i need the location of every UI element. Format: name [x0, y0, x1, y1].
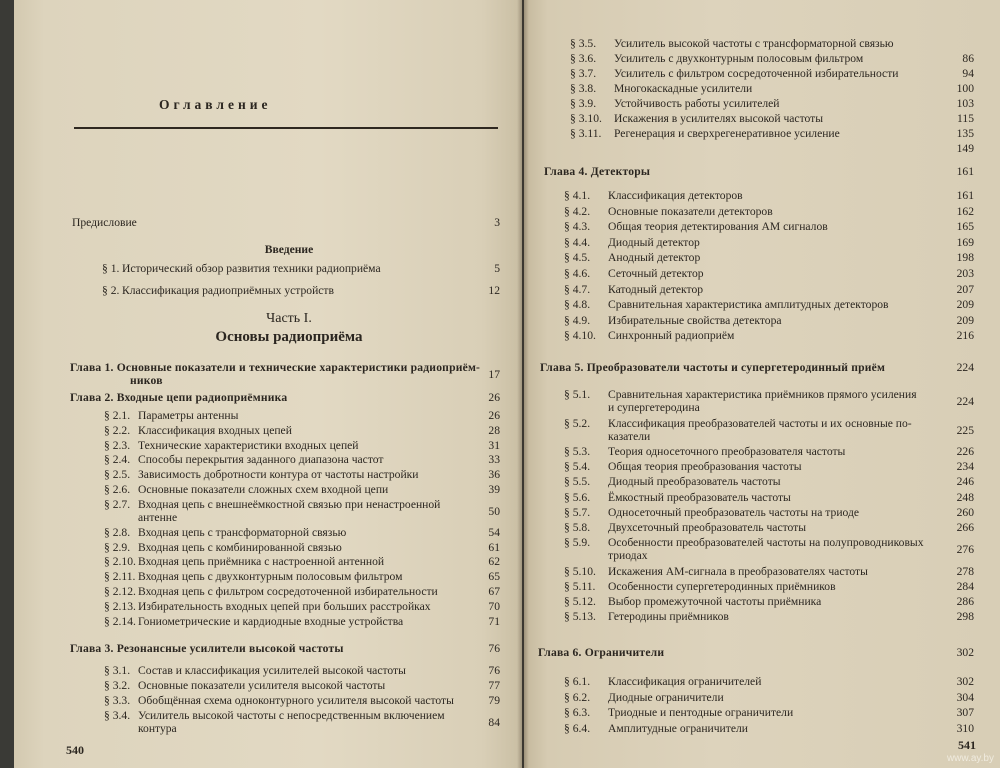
- toc-entry-label: Двухсеточный преобразователь частоты: [608, 521, 806, 534]
- toc-page-number: 5: [494, 262, 500, 275]
- toc-section-number: § 4.8.: [564, 298, 591, 312]
- toc-entry-label: Усилитель с фильтром сосредоточенной избирательности: [614, 67, 899, 80]
- toc-entry-label: Диодный детектор: [608, 235, 700, 249]
- toc-entry-label: Входная цепь с трансформаторной связью: [138, 525, 347, 539]
- toc-entry-label: Основные показатели детекторов: [608, 204, 773, 218]
- toc-page-number: 169: [956, 235, 974, 249]
- toc-section-number: § 3.2.: [104, 679, 131, 692]
- toc-section-number: § 3.5.: [570, 37, 597, 50]
- toc-section-number: § 6.1.: [564, 675, 591, 688]
- toc-entry-label: Особенности преобразователей частоты на полупроводниковых: [608, 536, 924, 550]
- toc-section-number: § 5.12.: [564, 595, 596, 609]
- toc-entry-label: Избирательность входных цепей при больших расстройках: [138, 599, 431, 613]
- left-page: [14, 0, 522, 768]
- toc-section-number: § 5.1.: [564, 388, 591, 401]
- toc-page-number: 226: [956, 445, 974, 458]
- toc-page-number: 76: [488, 664, 500, 677]
- toc-section-number: § 3.1.: [104, 664, 131, 677]
- page-number-left: 540: [66, 743, 84, 757]
- toc-page-number: 165: [956, 220, 974, 234]
- toc-page-number: 161: [956, 165, 974, 178]
- toc-entry-continuation: антенне: [138, 510, 178, 524]
- toc-page-number: 225: [956, 423, 974, 437]
- toc-entry-label: Классификация детекторов: [608, 189, 743, 202]
- toc-entry-label: Классификация ограничителей: [608, 675, 762, 688]
- toc-section-number: § 4.1.: [564, 189, 591, 202]
- toc-section-number: § 5.9.: [564, 536, 591, 550]
- toc-entry-label: Общая теория преобразования частоты: [608, 460, 802, 474]
- toc-page-number: 54: [488, 525, 500, 539]
- toc-entry-label: Входная цепь с комбинированной связью: [138, 540, 342, 554]
- page-number-right: 541: [958, 738, 976, 752]
- toc-entry-label: Входная цепь приёмника с настроенной антенной: [138, 555, 385, 569]
- toc-entry-label: Исторический обзор развития техники радиоприёма: [122, 262, 381, 275]
- toc-page-number: 65: [488, 570, 500, 584]
- toc-entry-label: Выбор промежуточной частоты приёмника: [608, 595, 822, 609]
- toc-page-number: 39: [488, 483, 500, 496]
- toc-section-number: § 5.3.: [564, 445, 591, 458]
- toc-page-number: 76: [488, 642, 500, 655]
- toc-section-number: § 6.3.: [564, 706, 591, 719]
- toc-page-number: 67: [488, 585, 500, 598]
- toc-section-number: § 4.6.: [564, 267, 591, 280]
- toc-page-number: 50: [488, 504, 500, 518]
- toc-entry-label: Зависимость добротности контура от частоты настройки: [138, 468, 419, 482]
- toc-page-number: 260: [956, 505, 974, 519]
- toc-entry-label: Технические характеристики входных цепей: [138, 438, 359, 452]
- toc-section-number: § 2.9.: [104, 540, 131, 554]
- toc-section-number: § 5.13.: [564, 610, 596, 624]
- toc-section-number: § 2.14.: [104, 614, 136, 628]
- toc-section-number: § 2.8.: [104, 525, 131, 539]
- toc-section-number: § 6.2.: [564, 690, 591, 704]
- toc-page-number: 31: [488, 438, 500, 452]
- toc-section-number: § 5.4.: [564, 460, 591, 474]
- toc-entry-label: Односеточный преобразователь частоты на триоде: [608, 505, 860, 519]
- toc-entry-label: Гетеродины приёмников: [608, 610, 729, 624]
- toc-page-number: 149: [956, 142, 974, 155]
- toc-entry-continuation: ников: [130, 374, 163, 387]
- toc-section-number: § 5.5.: [564, 475, 591, 489]
- toc-entry-label: Усилитель с двухконтурным полосовым фильтром: [614, 52, 864, 65]
- toc-page-number: 224: [956, 361, 974, 374]
- toc-entry-label: Глава 4. Детекторы: [544, 165, 651, 178]
- toc-page-number: 207: [956, 282, 974, 296]
- toc-section-number: § 3.8.: [570, 82, 597, 95]
- toc-entry-label: Катодный детектор: [608, 282, 704, 296]
- toc-section-number: § 4.5.: [564, 251, 591, 265]
- toc-entry-label: Сеточный детектор: [608, 267, 704, 280]
- toc-entry-label: Сравнительная характеристика амплитудных детекторов: [608, 298, 889, 312]
- toc-section-number: § 4.2.: [564, 204, 591, 218]
- toc-section-number: § 2.10.: [104, 555, 136, 569]
- toc-entry-label: Амплитудные ограничители: [608, 721, 748, 735]
- toc-page-number: 70: [488, 599, 500, 613]
- toc-entry-label: Усилитель высокой частоты с непосредственным включением: [138, 709, 445, 722]
- toc-page-number: 28: [488, 423, 500, 437]
- toc-entry-label: Основные показатели сложных схем входной цепи: [138, 483, 389, 496]
- toc-section-number: § 2.5.: [104, 468, 131, 482]
- toc-entry-label: Ёмкостный преобразователь частоты: [608, 490, 791, 504]
- toc-title: Оглавление: [159, 97, 272, 112]
- toc-section-number: § 3.4.: [104, 709, 131, 722]
- toc-entry-label: Диодные ограничители: [608, 690, 724, 704]
- toc-section-number: § 3.9.: [570, 97, 597, 110]
- toc-entry-label: Избирательные свойства детектора: [608, 313, 782, 327]
- toc-page-number: 307: [956, 706, 974, 719]
- toc-entry-label: Классификация радиоприёмных устройств: [122, 284, 334, 297]
- toc-section-number: § 3.7.: [570, 67, 597, 80]
- toc-page-number: 298: [956, 610, 974, 624]
- toc-entry-label: Общая теория детектирования АМ сигналов: [608, 220, 828, 234]
- toc-entry-label: Устойчивость работы усилителей: [614, 97, 780, 110]
- toc-entry-label: Классификация входных цепей: [138, 423, 292, 437]
- toc-page-number: 198: [956, 251, 974, 265]
- toc-section-number: § 2.12.: [104, 585, 136, 598]
- toc-section-number: § 2.11.: [104, 570, 136, 584]
- toc-section-number: § 5.6.: [564, 490, 591, 504]
- toc-page-number: 304: [956, 690, 974, 704]
- toc-page-number: 286: [956, 595, 974, 609]
- toc-section-number: § 4.9.: [564, 313, 591, 327]
- toc-entry-label: Сравнительная характеристика приёмников прямого усиления: [608, 388, 917, 401]
- toc-page-number: 103: [956, 97, 974, 110]
- toc-entry-label: Глава 6. Ограничители: [538, 646, 665, 659]
- toc-entry-label: Входная цепь с двухконтурным полосовым фильтром: [138, 570, 403, 584]
- toc-section-number: § 5.8.: [564, 521, 591, 534]
- toc-page-number: 61: [488, 540, 500, 554]
- toc-section-number: § 2.7.: [104, 497, 131, 511]
- toc-page-number: 224: [956, 395, 974, 408]
- toc-entry-label: Синхронный радиоприём: [608, 329, 735, 343]
- toc-section-number: § 4.3.: [564, 220, 591, 234]
- toc-page-number: 12: [488, 284, 500, 297]
- toc-section-number: § 2.3.: [104, 438, 131, 452]
- toc-section-number: § 5.2.: [564, 416, 591, 430]
- toc-section-number: § 2.6.: [104, 483, 131, 496]
- toc-section-number: § 2.4.: [104, 453, 131, 467]
- toc-page-number: 234: [956, 460, 974, 474]
- toc-section-number: § 3.3.: [104, 694, 131, 707]
- toc-page-number: 26: [488, 391, 500, 404]
- toc-page-number: 115: [957, 112, 974, 125]
- toc-entry-continuation: контура: [138, 722, 177, 735]
- toc-page-number: 248: [956, 490, 974, 504]
- toc-page-number: 17: [488, 368, 500, 381]
- toc-page-number: 302: [956, 646, 974, 659]
- toc-page-number: 135: [956, 127, 974, 140]
- toc-entry-label: Искажения АМ-сигнала в преобразователях частоты: [608, 564, 868, 578]
- toc-entry-label: Предисловие: [72, 216, 137, 229]
- part-number: Часть I.: [266, 311, 312, 326]
- toc-section-number: § 2.1.: [104, 409, 131, 422]
- toc-section-number: § 5.7.: [564, 505, 591, 519]
- toc-page-number: 94: [962, 67, 974, 80]
- toc-section-number: § 1.: [102, 262, 120, 275]
- toc-page-number: 284: [956, 579, 974, 593]
- toc-entry-label: Способы перекрытия заданного диапазона частот: [138, 453, 384, 467]
- toc-section-number: § 2.13.: [104, 599, 136, 613]
- toc-page-number: 79: [488, 694, 500, 707]
- toc-page-number: 33: [488, 453, 500, 467]
- toc-entry-label: Входная цепь с фильтром сосредоточенной избирательности: [138, 585, 438, 598]
- toc-page-number: 278: [956, 564, 974, 578]
- toc-entry-label: Основные показатели усилителя высокой частоты: [138, 679, 386, 692]
- toc-entry-label: Многокаскадные усилители: [614, 82, 753, 95]
- toc-entry-label: Диодный преобразователь частоты: [608, 475, 781, 489]
- toc-page-number: 203: [956, 267, 974, 280]
- toc-entry-label: Глава 1. Основные показатели и технические характеристики радиоприём-: [70, 361, 481, 374]
- toc-entry-continuation: триодах: [608, 549, 648, 563]
- toc-entry-continuation: казатели: [608, 429, 651, 443]
- toc-entry-label: Состав и классификация усилителей высокой частоты: [138, 664, 406, 677]
- toc-page-number: 310: [956, 721, 974, 735]
- part-title: Основы радиоприёма: [215, 329, 363, 345]
- toc-page-number: 209: [956, 298, 974, 312]
- toc-section-number: § 5.10.: [564, 564, 596, 578]
- toc-section-number: § 3.10.: [570, 112, 602, 125]
- toc-entry-label: Глава 2. Входные цепи радиоприёмника: [70, 391, 288, 404]
- toc-section-number: § 4.10.: [564, 329, 596, 343]
- toc-section-number: § 2.: [102, 284, 120, 297]
- toc-page-number: 302: [956, 675, 974, 688]
- toc-entry-label: Параметры антенны: [138, 409, 239, 422]
- toc-page-number: 86: [962, 52, 974, 65]
- toc-page-number: 62: [488, 555, 500, 569]
- toc-entry-label: Особенности супергетеродинных приёмников: [608, 579, 836, 593]
- toc-section-number: § 5.11.: [564, 579, 596, 593]
- toc-entry-label: Глава 3. Резонансные усилители высокой частоты: [70, 642, 344, 655]
- toc-entry-label: Классификация преобразователей частоты и их основные по-: [608, 416, 912, 430]
- toc-entry-label: Регенерация и сверхрегенеративное усиление: [614, 127, 840, 140]
- toc-section-number: § 4.7.: [564, 282, 591, 296]
- toc-page-number: 266: [956, 521, 974, 534]
- toc-page-number: 209: [956, 313, 974, 327]
- toc-section-number: § 4.4.: [564, 235, 591, 249]
- toc-entry-label: Гониометрические и кардиодные входные устройства: [138, 614, 404, 628]
- toc-page-number: 77: [488, 679, 500, 692]
- toc-page-number: 162: [956, 204, 974, 218]
- toc-page-number: 100: [956, 82, 974, 95]
- toc-page-number: 36: [488, 468, 500, 482]
- toc-entry-label: Усилитель высокой частоты с трансформаторной связью: [614, 37, 894, 50]
- watermark: www.ay.by: [946, 753, 994, 764]
- toc-entry-label: Анодный детектор: [608, 251, 701, 265]
- intro-heading: Введение: [264, 243, 314, 256]
- toc-page-number: 84: [488, 716, 500, 729]
- toc-entry-label: Глава 5. Преобразователи частоты и супергетеродинный приём: [540, 361, 886, 374]
- toc-entry-label: Обобщённая схема одноконтурного усилителя высокой частоты: [138, 694, 454, 707]
- title-rule: [74, 127, 498, 129]
- toc-page-number: 26: [488, 409, 500, 422]
- toc-section-number: § 3.6.: [570, 52, 597, 65]
- toc-entry-label: Искажения в усилителях высокой частоты: [614, 112, 823, 125]
- toc-page-number: 161: [956, 189, 974, 202]
- toc-page-number: 276: [956, 543, 974, 557]
- toc-page-number: 3: [494, 216, 500, 229]
- toc-section-number: § 6.4.: [564, 721, 591, 735]
- toc-entry-label: Теория односеточного преобразователя частоты: [608, 445, 846, 458]
- toc-page-number: 246: [956, 475, 974, 489]
- toc-section-number: § 3.11.: [570, 127, 602, 140]
- toc-entry-label: Триодные и пентодные ограничители: [608, 706, 794, 719]
- toc-page-number: 71: [488, 614, 500, 628]
- toc-section-number: § 2.2.: [104, 423, 131, 437]
- right-page: [524, 0, 1000, 768]
- toc-page-number: 216: [956, 329, 974, 343]
- toc-entry-label: Входная цепь с внешнеёмкостной связью при ненастроенной: [138, 497, 441, 511]
- toc-entry-continuation: и супергетеродина: [608, 401, 700, 414]
